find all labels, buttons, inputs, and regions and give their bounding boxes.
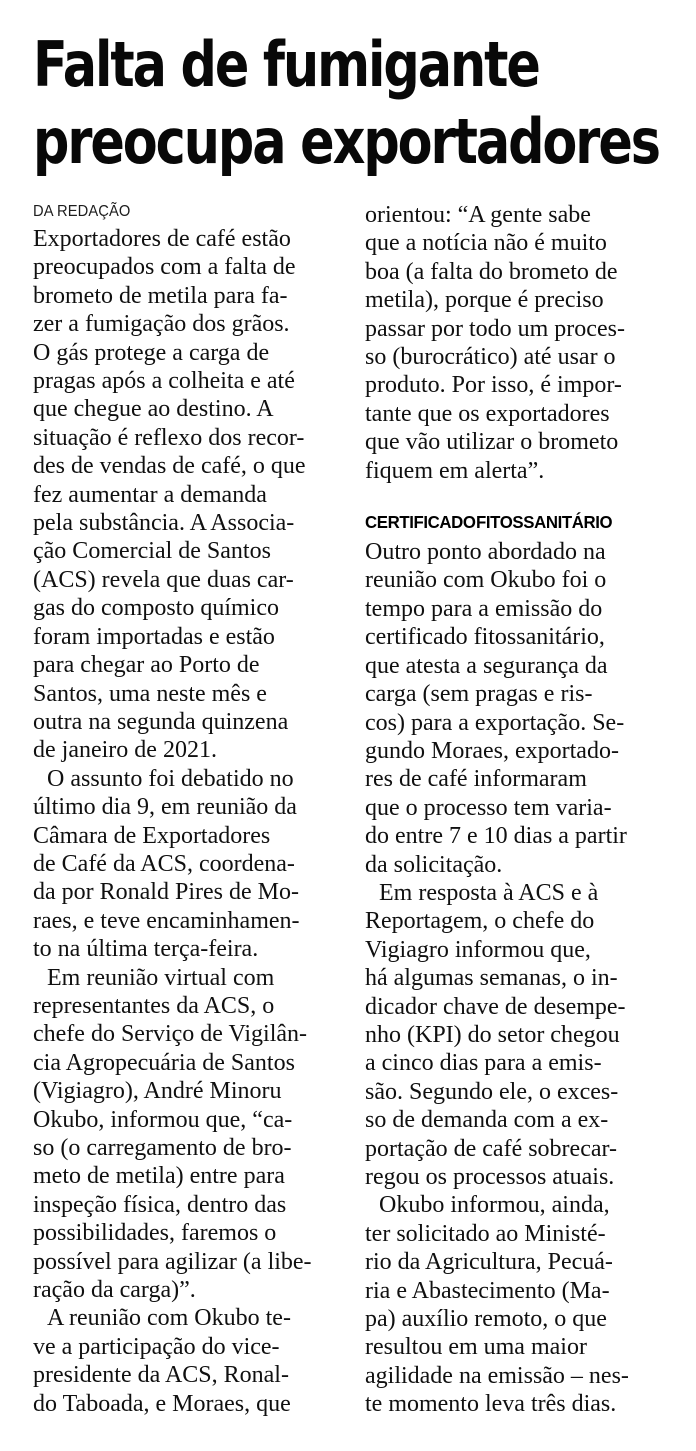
article-line: pela substância. A Associa-	[33, 510, 295, 537]
article-line: boa (a falta do brometo de	[365, 258, 618, 285]
article-line: Okubo informou, ainda,	[379, 1192, 610, 1219]
article-line: que vão utilizar o brometo	[365, 429, 619, 456]
article-line: representantes da ACS, o	[33, 992, 275, 1019]
article-line: inspeção física, dentro das	[33, 1191, 287, 1218]
article-line: que a notícia não é muito	[365, 230, 607, 257]
column-left-body	[33, 225, 333, 1418]
article-line: ve a participação do vice-	[33, 1333, 280, 1360]
article-line: são. Segundo ele, o exces-	[365, 1078, 619, 1105]
article-line: possibilidades, faremos o	[33, 1220, 277, 1247]
article-line: agilidade na emissão – nes-	[365, 1362, 629, 1389]
article-line: so (burocrático) até usar o	[365, 344, 616, 371]
article-line: metila), porque é preciso	[365, 287, 604, 314]
article-line: Exportadores de café estão	[33, 226, 291, 252]
article-line: rio da Agricultura, Pecuá-	[365, 1249, 613, 1276]
article-line: fez aumentar a demanda	[33, 481, 267, 508]
article-line: regou os processos atuais.	[365, 1164, 615, 1190]
article-line: que atesta a segurança da	[365, 652, 608, 679]
article-line: Vigiagro informou que,	[365, 936, 591, 963]
article-line: so (o carregamento de bro-	[33, 1135, 292, 1161]
article-line: da solicitação.	[365, 851, 503, 878]
article-line: zer a fumigação dos grãos.	[33, 311, 290, 338]
article-line: produto. Por isso, é impor-	[365, 372, 622, 399]
section-subhead: CERTIFICADO FITOSSANITÁRIO	[365, 512, 613, 533]
article-line: há algumas semanas, o in-	[365, 965, 618, 992]
article-columns	[33, 201, 665, 1419]
article-line: pragas após a colheita e até	[33, 368, 295, 395]
article-line: cos) para a exportação. Se-	[365, 709, 625, 736]
article-line: Okubo, informou que, “ca-	[33, 1106, 293, 1133]
article-line: O assunto foi debatido no	[47, 765, 294, 792]
headline	[33, 26, 665, 180]
article-line: a cinco dias para a emis-	[365, 1050, 602, 1077]
article-line: Em reunião virtual com	[47, 964, 275, 991]
article-line: brometo de metila para fa-	[33, 282, 288, 309]
article-line: meto de metila) entre para	[33, 1163, 285, 1190]
byline: DA REDAÇÃO	[33, 203, 131, 220]
headline-line-1: Falta de fumigante	[33, 28, 539, 101]
article-line: fiquem em alerta”.	[365, 457, 545, 484]
article-line: possível para agilizar (a libe-	[33, 1248, 312, 1275]
article-line: ter solicitado ao Ministé-	[365, 1220, 606, 1247]
article-line: certificado fitossanitário,	[365, 624, 605, 651]
article-line: to na última terça-feira.	[33, 936, 259, 963]
article-line: ração da carga)”.	[33, 1277, 196, 1304]
article-line: resultou em uma maior	[365, 1334, 587, 1361]
article-line: so de demanda com a ex-	[365, 1107, 609, 1134]
article-line: ria e Abastecimento (Ma-	[365, 1277, 610, 1304]
article-line: te momento leva três dias.	[365, 1391, 617, 1418]
article-line: da por Ronald Pires de Mo-	[33, 879, 299, 906]
article-line: carga (sem pragas e ris-	[365, 681, 593, 708]
article-line: nho (KPI) do setor chegou	[365, 1021, 620, 1048]
column-left	[33, 201, 333, 1419]
article-line: tempo para a emissão do	[365, 595, 603, 622]
article-line: de janeiro de 2021.	[33, 737, 217, 764]
article-line: des de vendas de café, o que	[33, 453, 306, 480]
article-line: (Vigiagro), André Minoru	[33, 1078, 282, 1105]
article-line: ção Comercial de Santos	[33, 538, 271, 565]
article-line: Em resposta à ACS e à	[379, 879, 599, 906]
article-line: Outro ponto abordado na	[365, 539, 606, 566]
article-line: outra na segunda quinzena	[33, 708, 289, 735]
article-line: pa) auxílio remoto, o que	[365, 1306, 607, 1333]
article-line: (ACS) revela que duas car-	[33, 566, 294, 593]
article-line: presidente da ACS, Ronal-	[33, 1362, 289, 1389]
column-right	[365, 201, 665, 1419]
article-line: que o processo tem varia-	[365, 794, 612, 821]
article-line: para chegar ao Porto de	[33, 652, 260, 679]
article-line: res de café informaram	[365, 766, 587, 793]
column-right-top-body	[365, 201, 665, 485]
article-line: Santos, uma neste mês e	[33, 680, 267, 707]
article-line: cia Agropecuária de Santos	[33, 1049, 295, 1076]
article-line: foram importadas e estão	[33, 623, 275, 650]
article-line: chefe do Serviço de Vigilân-	[33, 1021, 308, 1048]
article-line: preocupados com a falta de	[33, 254, 296, 281]
article-line: situação é reflexo dos recor-	[33, 424, 305, 451]
article-line: Reportagem, o chefe do	[365, 908, 595, 935]
article-line: orientou: “A gente sabe	[365, 202, 591, 228]
article-line: portação de café sobrecar-	[365, 1135, 618, 1162]
column-right-bottom-body	[365, 538, 665, 1419]
article-line: que chegue ao destino. A	[33, 396, 274, 423]
article-line: do entre 7 e 10 dias a partir	[365, 823, 627, 850]
article-line: O gás protege a carga de	[33, 339, 270, 366]
article-line: dicador chave de desempe-	[365, 993, 626, 1020]
article-line: gundo Moraes, exportado-	[365, 737, 619, 764]
headline-line-2: preocupa exportadores	[33, 105, 659, 178]
article-line: Câmara de Exportadores	[33, 822, 271, 849]
article-line: raes, e teve encaminhamen-	[33, 907, 300, 934]
article-line: último dia 9, em reunião da	[33, 794, 297, 821]
article-line: de Café da ACS, coordena-	[33, 850, 295, 877]
article-line: do Taboada, e Moraes, que	[33, 1390, 291, 1417]
article-line: gas do composto químico	[33, 595, 279, 622]
article-line: tante que os exportadores	[365, 400, 610, 427]
article-line: A reunião com Okubo te-	[47, 1305, 291, 1332]
article-line: passar por todo um proces-	[365, 315, 625, 342]
article-line: reunião com Okubo foi o	[365, 567, 607, 594]
